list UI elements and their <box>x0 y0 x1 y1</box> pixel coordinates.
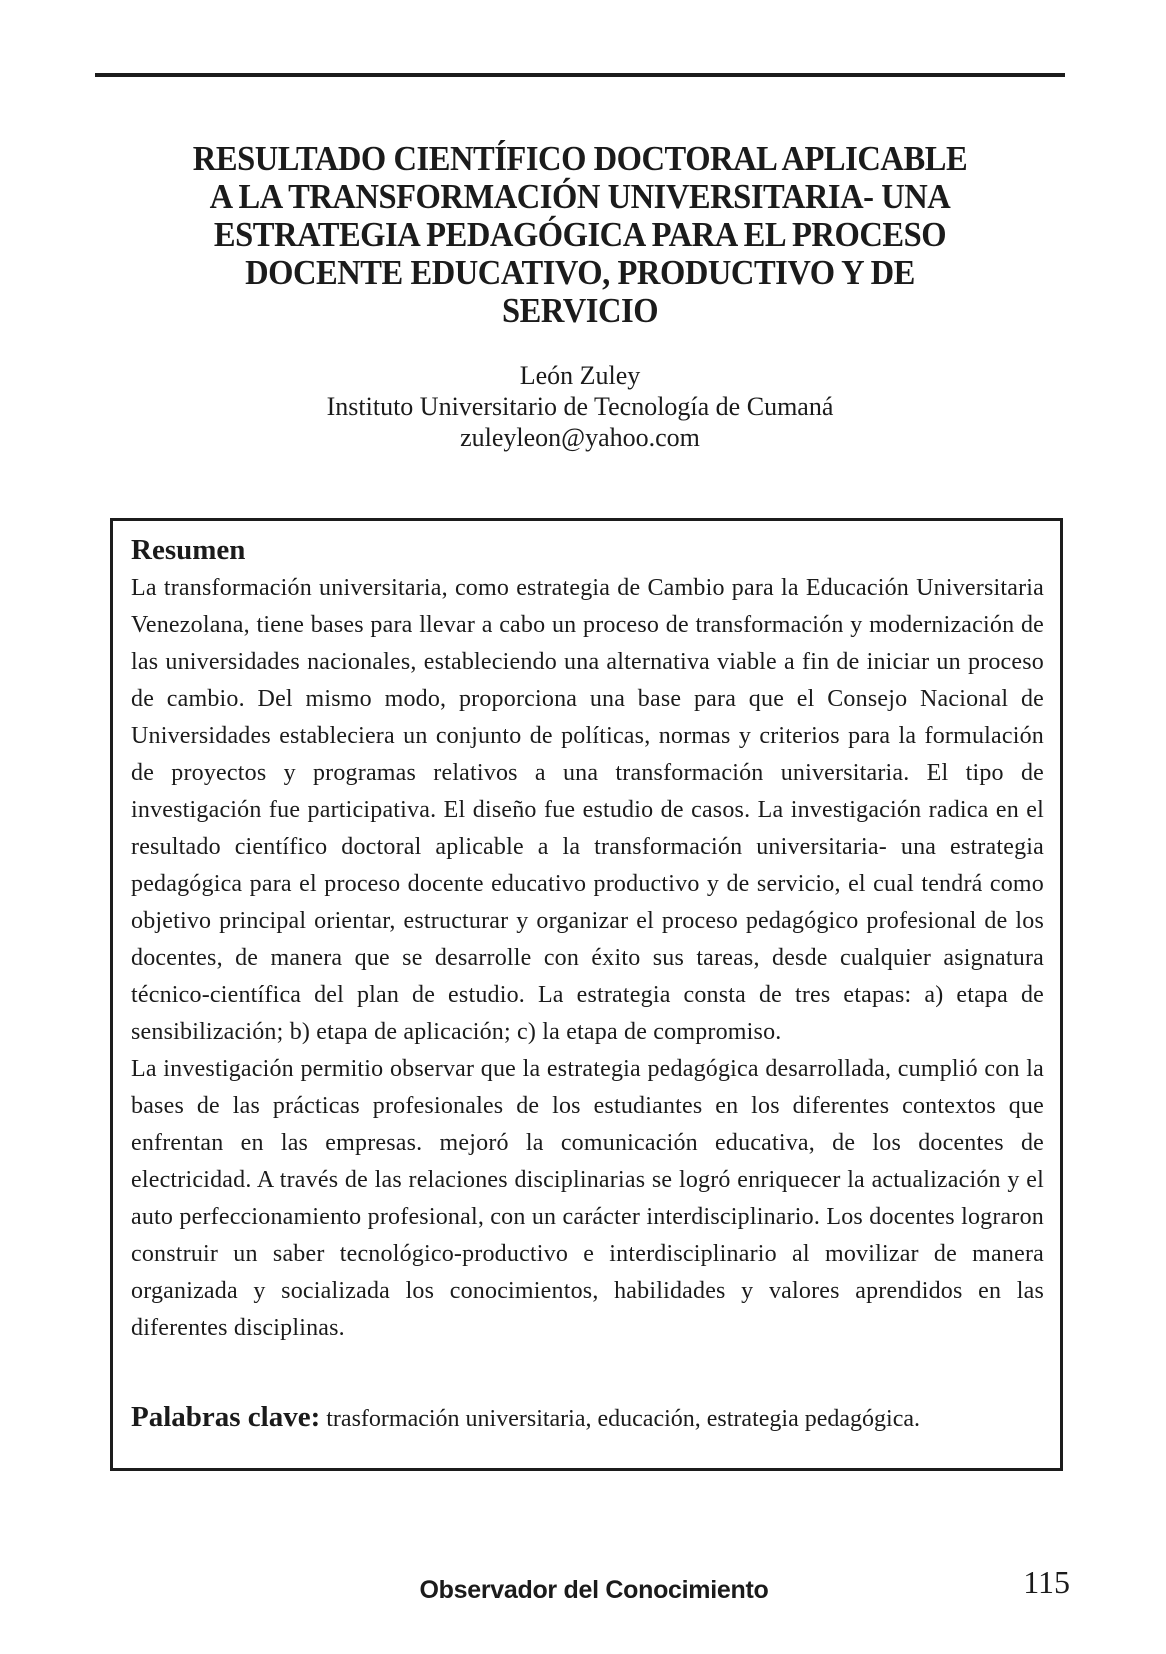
article-title-line: A LA TRANSFORMACIÓN UNIVERSITARIA- UNA <box>209 177 951 216</box>
article-title <box>129 140 1031 330</box>
header-rule <box>95 73 1065 77</box>
article-title-line: ESTRATEGIA PEDAGÓGICA PARA EL PROCESO <box>213 215 947 254</box>
author-affiliation: Instituto Universitario de Tecnología de Cumaná <box>326 392 834 421</box>
journal-name: Observador del Conocimiento <box>419 1576 769 1604</box>
article-title-line: DOCENTE EDUCATIVO, PRODUCTIVO Y DE <box>245 253 915 292</box>
abstract-heading: Resumen <box>131 534 246 566</box>
keywords-line <box>131 1399 1044 1437</box>
abstract-paragraph-1: La transformación universitaria, como estrategia de Cambio para la Educación Universitaria Venezolana, tiene bases para llevar a cabo un proceso de transformación y modernización de las universidades nacionales, estableciendo una alternativa viable a fin de iniciar un proceso de cambio. Del mismo modo, proporciona una base para que el Consejo Nacional de Universidades estableciera un conjunto de políticas, normas y criterios para la formulación de proyectos y programas relativos a una transformación universitaria. El tipo de investigación fue participativa. El diseño fue estudio de casos. La investigación radica en el resultado científico doctoral aplicable a la transformación universitaria- una estrategia pedagógica para el proceso docente educativo productivo y de servicio, el cual tendrá como objetivo principal orientar, estructurar y organizar el proceso pedagógico profesional de los docentes, de manera que se desarrolle con éxito sus tareas, desde cualquier asignatura técnico-científica del plan de estudio. La estrategia consta de tres etapas: a) etapa de sensibilización; b) etapa de aplicación; c) la etapa de compromiso. <box>131 575 1044 1045</box>
author-email: zuleyleon@yahoo.com <box>460 423 700 452</box>
article-title-line: SERVICIO <box>501 291 659 330</box>
keywords-text: trasformación universitaria, educación, estrategia pedagógica. <box>326 1406 920 1432</box>
author-name: León Zuley <box>519 361 641 390</box>
page-number: 115 <box>1023 1564 1070 1600</box>
author-block <box>95 360 1065 453</box>
article-title-line: RESULTADO CIENTÍFICO DOCTORAL APLICABLE <box>192 139 968 178</box>
abstract-paragraph-2: La investigación permitio observar que la estrategia pedagógica desarrollada, cumplió con la bases de las prácticas profesionales de los estudiantes en los diferentes contextos que enfrentan en las empresas. mejoró la comunicación educativa, de los docentes de electricidad. A través de las relaciones disciplinarias se logró enriquecer la actualización y el auto perfeccionamiento profesional, con un carácter interdisciplinario. Los docentes lograron construir un saber tecnológico-productivo e interdisciplinario al movilizar de manera organizada y socializada los conocimientos, habilidades y valores aprendidos en las diferentes disciplinas. <box>131 1056 1044 1341</box>
keywords-label: Palabras clave: <box>131 1401 321 1433</box>
abstract-box <box>110 518 1063 1471</box>
